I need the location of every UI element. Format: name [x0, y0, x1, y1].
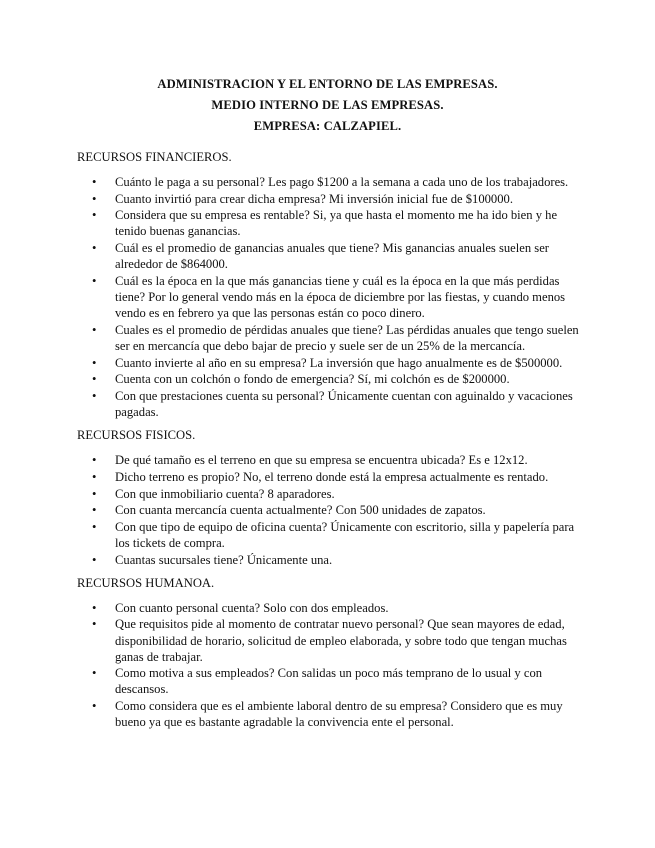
list-item-text: Cuenta con un colchón o fondo de emergencia? Sí, mi colchón es de $200000.: [115, 372, 510, 387]
list-item-text: Como considera que es el ambiente laboral dentro de su empresa? Considero que es muy bueno ya que es bastante agradable la convivencia ente el personal.: [115, 699, 563, 730]
title-block: [0, 74, 655, 137]
list-item: [77, 486, 587, 502]
bullet-icon: •: [92, 191, 97, 206]
list-item-text: Con cuanta mercancía cuenta actualmente? Con 500 unidades de zapatos.: [115, 503, 486, 518]
list-item-text: Cuantas sucursales tiene? Únicamente una.: [115, 552, 333, 567]
list-item: [77, 519, 587, 551]
list-item: [77, 388, 587, 420]
bullet-icon: •: [92, 355, 97, 370]
list-item-text: Con que tipo de equipo de oficina cuenta? Únicamente con escritorio, silla y papelería para los tickets de compra.: [115, 519, 575, 550]
list-item-text: Cuales es el promedio de pérdidas anuales que tiene? Las pérdidas anuales que tengo suelen ser en mercancía que debo bajar de precio y suele ser de un 25% de la mercancía.: [115, 322, 579, 353]
list-item: [77, 191, 587, 207]
section-heading-physical: RECURSOS FISICOS.: [77, 428, 196, 443]
physical-list: [77, 452, 587, 568]
bullet-icon: •: [92, 469, 97, 484]
list-item-text: De qué tamaño es el terreno en que su empresa se encuentra ubicada? Es e 12x12.: [115, 453, 528, 468]
list-item-text: Que requisitos pide al momento de contratar nuevo personal? Que sean mayores de edad, disponibilidad de horario, solicitud de empleo elaborada, y sobre todo que tengan muchas ganas de trabajar.: [115, 617, 567, 664]
list-item-text: Considera que su empresa es rentable? Si, ya que hasta el momento me ha ido bien y he tenido buenas ganancias.: [115, 208, 558, 239]
list-item: [77, 207, 587, 239]
bullet-icon: •: [92, 666, 97, 681]
bullet-icon: •: [92, 241, 97, 256]
list-item-text: Cuanto invierte al año en su empresa? La inversión que hago anualmente es de $500000.: [115, 355, 563, 370]
list-item-text: Cuánto le paga a su personal? Les pago $1200 a la semana a cada uno de los trabajadores.: [115, 175, 569, 189]
document-body: [77, 149, 587, 737]
bullet-icon: •: [92, 486, 97, 501]
list-item-text: Cuál es el promedio de ganancias anuales que tiene? Mis ganancias anuales suelen ser alrededor de $864000.: [115, 241, 549, 272]
bullet-icon: •: [92, 372, 97, 387]
list-item: [77, 600, 587, 616]
list-item: [77, 469, 587, 485]
list-item-text: Cuanto invirtió para crear dicha empresa? Mi inversión inicial fue de $100000.: [115, 191, 513, 206]
human-list: [77, 600, 587, 731]
document-title: ADMINISTRACION Y EL ENTORNO DE LAS EMPRESAS.: [157, 77, 498, 91]
section-heading-human: RECURSOS HUMANOA.: [77, 575, 215, 590]
bullet-icon: •: [92, 552, 97, 567]
bullet-icon: •: [92, 322, 97, 337]
bullet-icon: •: [92, 617, 97, 632]
bullet-icon: •: [92, 699, 97, 714]
list-item: [77, 616, 587, 664]
bullet-icon: •: [92, 388, 97, 403]
bullet-icon: •: [92, 273, 97, 288]
list-item-text: Con que prestaciones cuenta su personal? Únicamente cuentan con aguinaldo y vacaciones pagadas.: [115, 388, 573, 420]
list-item: [77, 452, 587, 468]
list-item: [77, 552, 587, 568]
list-item: [77, 502, 587, 518]
list-item-text: Con que inmobiliario cuenta? 8 aparadores.: [115, 486, 335, 501]
section-heading-financial: RECURSOS FINANCIEROS.: [77, 150, 232, 164]
financial-list: [77, 174, 587, 420]
list-item: [77, 240, 587, 272]
list-item: [77, 665, 587, 697]
company-title: EMPRESA: CALZAPIEL.: [253, 119, 402, 133]
document-subtitle: MEDIO INTERNO DE LAS EMPRESAS.: [211, 98, 444, 112]
bullet-icon: •: [92, 453, 97, 468]
list-item: [77, 355, 587, 371]
list-item: [77, 273, 587, 321]
bullet-icon: •: [92, 503, 97, 518]
bullet-icon: •: [92, 208, 97, 223]
list-item-text: Con cuanto personal cuenta? Solo con dos empleados.: [115, 600, 389, 615]
bullet-icon: •: [92, 175, 97, 189]
list-item-text: Como motiva a sus empleados? Con salidas un poco más temprano de lo usual y con descansos.: [115, 666, 543, 697]
list-item: [77, 371, 587, 387]
list-item-text: Dicho terreno es propio? No, el terreno donde está la empresa actualmente es rentado.: [115, 469, 549, 484]
list-item: [77, 322, 587, 354]
bullet-icon: •: [92, 600, 97, 615]
bullet-icon: •: [92, 519, 97, 534]
list-item: [77, 174, 587, 190]
list-item: [77, 698, 587, 730]
list-item-text: Cuál es la época en la que más ganancias tiene y cuál es la época en la que más perdidas tiene? Por lo general vendo más en la época de diciembre por las fiestas, y cuando menos vendo es en febrero ya que las personas están co poco dinero.: [115, 273, 566, 321]
